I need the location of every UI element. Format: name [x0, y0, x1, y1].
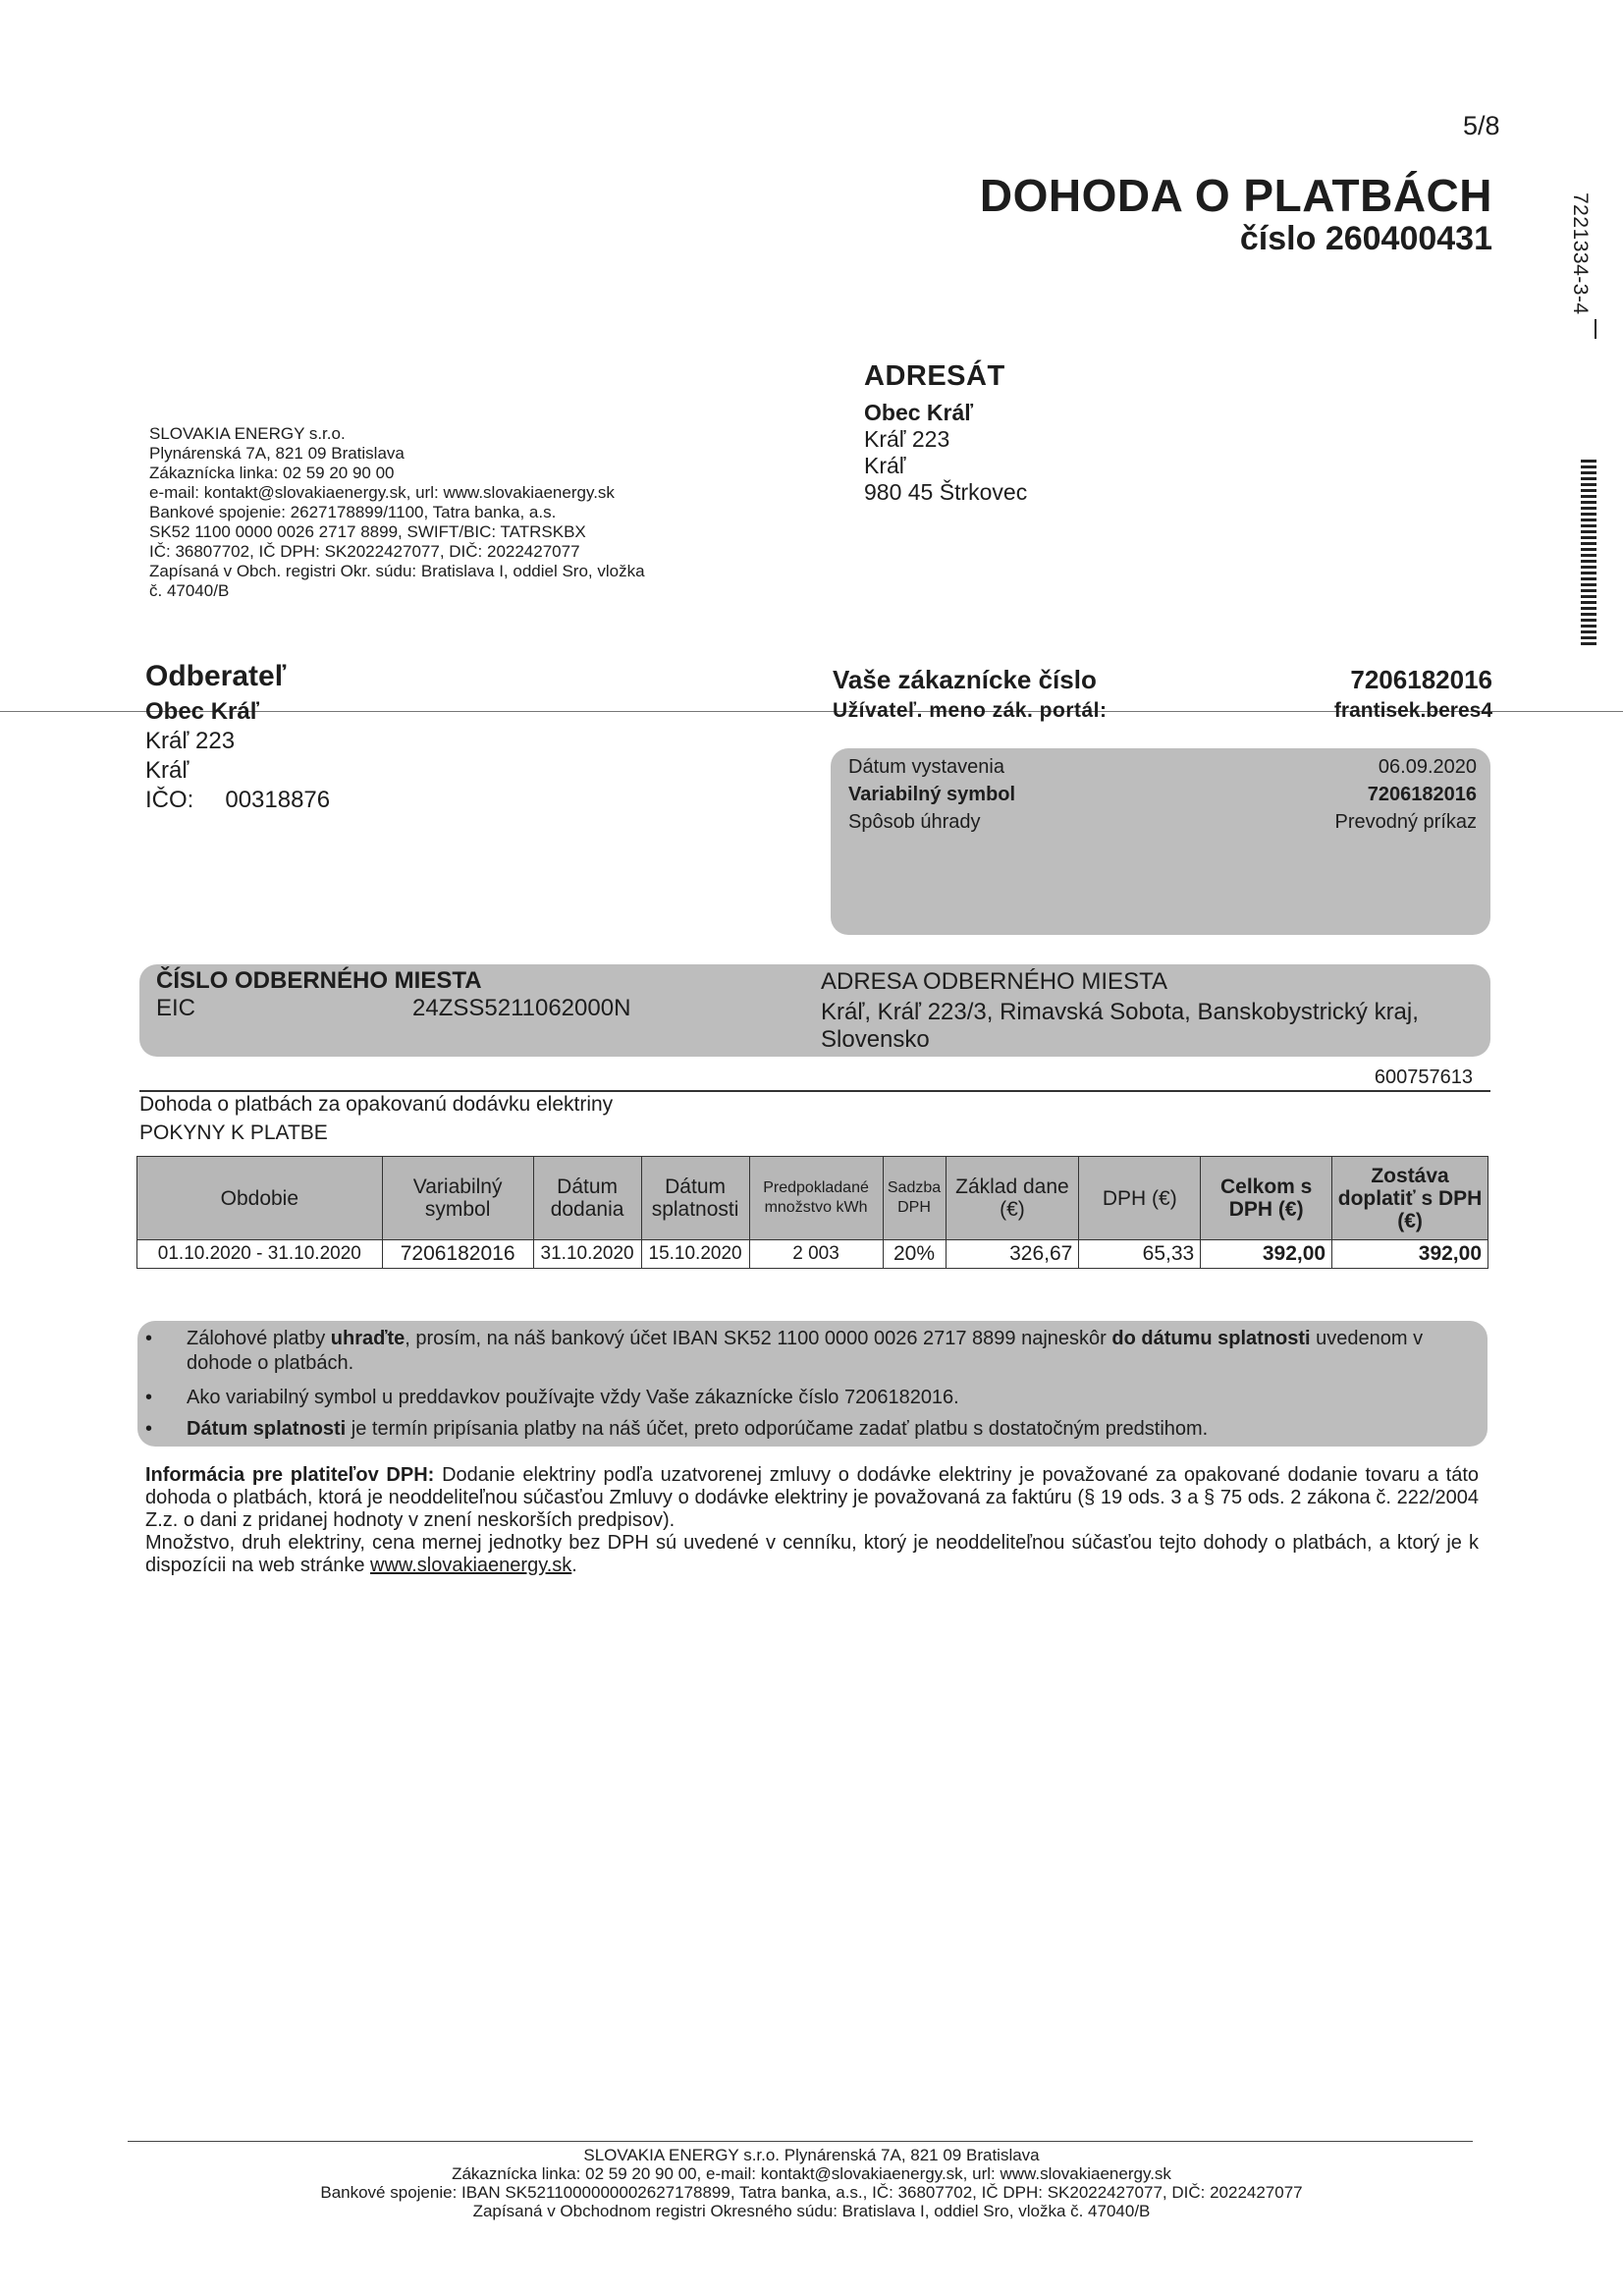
bullet-icon: • — [145, 1328, 153, 1349]
adresat-zip: 980 45 Štrkovec — [864, 479, 1028, 505]
vat-info-text: Množstvo, druh elektriny, cena mernej jednotky bez DPH sú uvedené v cenníku, ktorý je neoddeliteľnou súčasťou tejto dohody o platbách, a ktorý je k dispozícii na web stránke — [145, 1532, 1479, 1576]
sender-line: e-mail: kontakt@slovakiaenergy.sk, url: www.slovakiaenergy.sk — [149, 483, 615, 502]
payment-method-row — [848, 811, 1477, 834]
side-code: 7221334-3-4 — [1569, 192, 1592, 315]
adresat-name: Obec Kráľ — [864, 400, 974, 425]
eic-label: EIC — [156, 995, 196, 1021]
adresat-city: Kráľ — [864, 453, 906, 478]
ico-value: 00318876 — [225, 787, 331, 813]
payment-instructions-heading: POKYNY K PLATBE — [139, 1121, 328, 1144]
col-celkom: Celkom s DPH (€) — [1201, 1157, 1332, 1240]
cell-mnozstvo: 2 003 — [749, 1240, 883, 1269]
cell-datum-splatnosti: 15.10.2020 — [641, 1240, 749, 1269]
sender-line: Bankové spojenie: 2627178899/1100, Tatra banka, a.s. — [149, 503, 557, 521]
col-variabilny-symbol: Variabilný symbol — [382, 1157, 533, 1240]
note-text: uvedenom v dohode o platbách. — [187, 1328, 1424, 1374]
note-text: , prosím, na náš bankový účet IBAN SK52 1100 0000 0026 2717 8899 najneskôr — [405, 1328, 1112, 1349]
payment-method-value: Prevodný príkaz — [1334, 811, 1477, 833]
odberatel-block — [145, 697, 330, 815]
note-text: je termín pripísania platby na náš účet, preto odporúčame zadať platbu s dostatočným predstihom. — [346, 1418, 1209, 1440]
divider — [139, 1090, 1490, 1092]
footer — [0, 2146, 1623, 2220]
website-link[interactable]: www.slovakiaenergy.sk — [370, 1555, 572, 1576]
cell-celkom: 392,00 — [1201, 1240, 1332, 1269]
cell-sadzba: 20% — [883, 1240, 946, 1269]
table-header-row — [137, 1157, 1488, 1240]
variable-symbol-label: Variabilný symbol — [848, 784, 1016, 805]
supply-point-heading: ČÍSLO ODBERNÉHO MIESTA — [156, 967, 482, 994]
divider — [128, 2141, 1473, 2142]
side-dash — [1595, 319, 1596, 339]
payment-method-label: Spôsob úhrady — [848, 811, 981, 833]
sender-block — [149, 424, 645, 601]
issue-date-value: 06.09.2020 — [1378, 756, 1477, 778]
note-text: Ako variabilný symbol u preddavkov používajte vždy Vaše zákaznícke číslo 7206182016. — [187, 1387, 959, 1408]
customer-number-value: 7206182016 — [1350, 665, 1492, 694]
footer-line: Zákaznícka linka: 02 59 20 90 00, e-mail: kontakt@slovakiaenergy.sk, url: www.slovakiaenergy.sk — [452, 2164, 1171, 2183]
footer-line: SLOVAKIA ENERGY s.r.o. Plynárenská 7A, 821 09 Bratislava — [583, 2146, 1040, 2164]
cell-obdobie: 01.10.2020 - 31.10.2020 — [137, 1240, 383, 1269]
issue-date-row — [848, 756, 1477, 779]
ico-label: IČO: — [145, 787, 194, 813]
page-number: 5/8 — [1463, 111, 1500, 140]
odberatel-heading: Odberateľ — [145, 660, 287, 692]
agreement-subtitle: Dohoda o platbách za opakovanú dodávku elektriny — [139, 1093, 614, 1116]
col-datum-dodania: Dátum dodania — [533, 1157, 641, 1240]
footer-line: Bankové spojenie: IBAN SK5211000000002627178899, Tatra banka, a.s., IČ: 36807702, IČ DPH: SK2022427077, DIČ: 2022427077 — [320, 2183, 1303, 2202]
adresat-street: Kráľ 223 — [864, 426, 950, 452]
eic-value: 24ZSS5211062000N — [412, 995, 631, 1021]
adresat-block — [864, 400, 1027, 506]
variable-symbol-value: 7206182016 — [1367, 784, 1477, 805]
cell-zostava: 392,00 — [1332, 1240, 1488, 1269]
cell-variabilny-symbol: 7206182016 — [382, 1240, 533, 1269]
note-emphasis: do dátumu splatnosti — [1111, 1328, 1311, 1349]
portal-user-label: Užívateľ. meno zák. portál: — [833, 699, 1108, 722]
odberatel-city: Kráľ — [145, 757, 189, 784]
sender-line: Zapísaná v Obch. registri Okr. súdu: Bratislava I, oddiel Sro, vložka — [149, 562, 645, 580]
vat-info — [145, 1464, 1479, 1577]
supply-address: Kráľ, Kráľ 223/3, Rimavská Sobota, Banskobystrický kraj, Slovensko — [821, 999, 1419, 1053]
vat-info-text: Dodanie elektriny podľa uzatvorenej zmluvy o dodávke elektriny je považované za opakované dodanie tovaru a táto dohoda o platbách, ktorá je neoddeliteľnou súčasťou Zmluvy o dodávke elektriny je považovaná za faktúru (§ 19 ods. 3 a § 75 ods. 2 zákona č. 222/2004 Z.z. o dani z pridanej hodnoty v znení neskorších predpisov). — [145, 1464, 1480, 1531]
bullet-icon: • — [145, 1387, 153, 1408]
col-dph: DPH (€) — [1079, 1157, 1201, 1240]
punctuation: . — [571, 1555, 577, 1576]
footer-line: Zapísaná v Obchodnom registri Okresného súdu: Bratislava I, oddiel Sro, vložka č. 47040/B — [472, 2202, 1151, 2220]
customer-number-label: Vaše zákaznícke číslo — [833, 665, 1097, 694]
sender-line: Zákaznícka linka: 02 59 20 90 00 — [149, 464, 395, 482]
col-zostava: Zostáva doplatiť s DPH (€) — [1332, 1157, 1488, 1240]
barcode-icon — [1581, 460, 1596, 648]
note-emphasis: uhraďte — [330, 1328, 406, 1349]
note-item — [145, 1327, 1461, 1376]
note-item — [145, 1417, 1461, 1442]
odberatel-street: Kráľ 223 — [145, 728, 236, 754]
document-title: DOHODA O PLATBÁCH — [979, 170, 1492, 221]
bullet-icon: • — [145, 1418, 153, 1440]
col-zaklad: Základ dane (€) — [946, 1157, 1079, 1240]
supply-address-heading: ADRESA ODBERNÉHO MIESTA — [821, 968, 1167, 995]
odberatel-name: Obec Kráľ — [145, 698, 259, 725]
col-mnozstvo: Predpokladané množstvo kWh — [749, 1157, 883, 1240]
issue-date-label: Dátum vystavenia — [848, 756, 1004, 778]
sender-line: IČ: 36807702, IČ DPH: SK2022427077, DIČ: 2022427077 — [149, 542, 580, 561]
cell-zaklad: 326,67 — [946, 1240, 1079, 1269]
cell-datum-dodania: 31.10.2020 — [533, 1240, 641, 1269]
adresat-heading: ADRESÁT — [864, 360, 1005, 392]
table-row — [137, 1240, 1488, 1269]
document-number: číslo 260400431 — [1239, 220, 1492, 257]
col-sadzba: Sadzba DPH — [883, 1157, 946, 1240]
portal-user-value: frantisek.beres4 — [1333, 699, 1492, 722]
sender-line: Plynárenská 7A, 821 09 Bratislava — [149, 444, 405, 463]
note-item — [145, 1386, 1461, 1410]
vat-info-label: Informácia pre platiteľov DPH: — [145, 1464, 435, 1486]
sender-line: č. 47040/B — [149, 581, 230, 600]
reference-number: 600757613 — [1374, 1066, 1473, 1088]
payment-table — [136, 1156, 1488, 1269]
sender-line: SK52 1100 0000 0026 2717 8899, SWIFT/BIC: TATRSKBX — [149, 522, 586, 541]
col-datum-splatnosti: Dátum splatnosti — [641, 1157, 749, 1240]
sender-line: SLOVAKIA ENERGY s.r.o. — [149, 424, 346, 443]
note-emphasis: Dátum splatnosti — [187, 1418, 347, 1440]
note-text: Zálohové platby — [187, 1328, 331, 1349]
cell-dph: 65,33 — [1079, 1240, 1201, 1269]
col-obdobie: Obdobie — [137, 1157, 383, 1240]
variable-symbol-row — [848, 784, 1477, 806]
